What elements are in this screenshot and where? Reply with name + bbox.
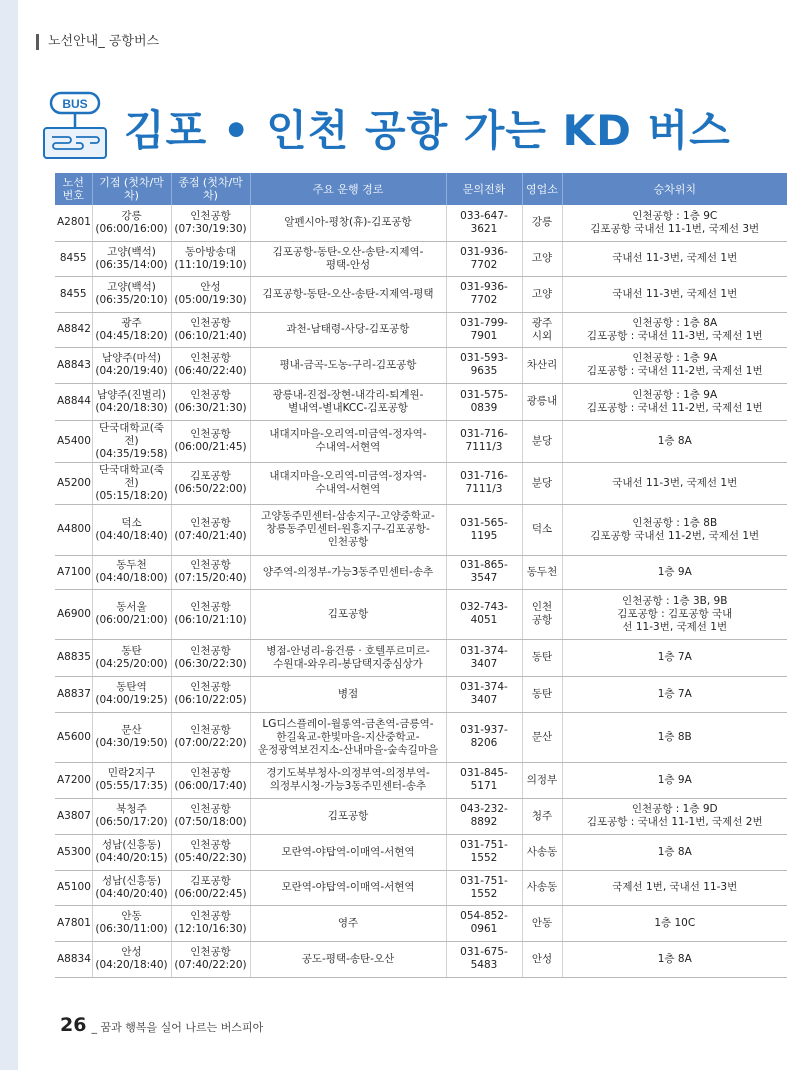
boarding-location: 1층 10C (562, 905, 787, 941)
destination: 김포공항 (06:00/22:45) (171, 870, 250, 905)
boarding-location: 인천공항 : 1층 9C 김포공항 국내선 11-1번, 국제선 3번 (562, 205, 787, 241)
page-number: 26 (60, 1014, 87, 1036)
main-route: 병점 (250, 676, 446, 712)
office: 덕소 (522, 504, 562, 555)
phone: 033-647-3621 (446, 205, 522, 241)
route-no: A5300 (55, 834, 92, 870)
header-origin: 기점 (첫차/막차) (92, 173, 171, 205)
route-no: A8835 (55, 639, 92, 676)
phone: 031-716-7111/3 (446, 462, 522, 504)
route-no: A5600 (55, 712, 92, 762)
main-route: 평내-금곡-도농-구리-김포공항 (250, 347, 446, 383)
table-row (55, 462, 787, 504)
boarding-location: 1층 8B (562, 712, 787, 762)
main-route: 김포공항 (250, 798, 446, 834)
origin: 동탄역 (04:00/19:25) (92, 676, 171, 712)
phone: 031-845-5171 (446, 762, 522, 798)
main-route: LG디스플레이-월롱역-금촌역-금릉역- 한길육교-한빛마을-지산중학교- 운정광역보건지소-산내마을-숲속길마을 (250, 712, 446, 762)
route-no: A8844 (55, 383, 92, 420)
route-no: 8455 (55, 241, 92, 276)
origin: 동두천 (04:40/18:00) (92, 555, 171, 589)
table-row (55, 312, 787, 347)
office: 사송동 (522, 834, 562, 870)
destination: 인천공항 (12:10/16:30) (171, 905, 250, 941)
origin: 동서울 (06:00/21:00) (92, 589, 171, 639)
table-row (55, 712, 787, 762)
destination: 인천공항 (07:00/22:20) (171, 712, 250, 762)
destination: 인천공항 (07:30/19:30) (171, 205, 250, 241)
office: 분당 (522, 420, 562, 462)
route-no: A8842 (55, 312, 92, 347)
boarding-location: 인천공항 : 1층 8B 김포공항 국내선 11-2번, 국제선 1번 (562, 504, 787, 555)
origin: 광주 (04:45/18:20) (92, 312, 171, 347)
phone: 031-675-5483 (446, 941, 522, 977)
table-row (55, 798, 787, 834)
office: 청주 (522, 798, 562, 834)
table-row (55, 504, 787, 555)
boarding-location: 인천공항 : 1층 9A 김포공항 : 국내선 11-2번, 국제선 1번 (562, 383, 787, 420)
office: 강릉 (522, 205, 562, 241)
destination: 인천공항 (06:00/17:40) (171, 762, 250, 798)
page-footer (60, 1014, 263, 1036)
route-no: A5400 (55, 420, 92, 462)
footer-slogan: _ 꿈과 행복을 실어 나르는 버스피아 (91, 1021, 264, 1034)
boarding-location: 1층 7A (562, 639, 787, 676)
main-route: 내대지마을-오리역-미금역-정자역- 수내역-서현역 (250, 462, 446, 504)
table-row (55, 639, 787, 676)
destination: 인천공항 (07:40/21:40) (171, 504, 250, 555)
route-no: A5200 (55, 462, 92, 504)
phone: 031-565-1195 (446, 504, 522, 555)
origin: 남양주(마석) (04:20/19:40) (92, 347, 171, 383)
table-row (55, 905, 787, 941)
phone: 031-374-3407 (446, 639, 522, 676)
header-destination: 종점 (첫차/막차) (171, 173, 250, 205)
boarding-location: 1층 7A (562, 676, 787, 712)
main-route: 공도-평택-송탄-오산 (250, 941, 446, 977)
table-row (55, 241, 787, 276)
boarding-location: 국내선 11-3번, 국제선 1번 (562, 276, 787, 312)
origin: 민락2지구 (05:55/17:35) (92, 762, 171, 798)
origin: 덕소 (04:40/18:40) (92, 504, 171, 555)
office: 사송동 (522, 870, 562, 905)
main-route: 모란역-야탑역-이매역-서현역 (250, 870, 446, 905)
table-row (55, 383, 787, 420)
route-no: A7200 (55, 762, 92, 798)
route-no: A8843 (55, 347, 92, 383)
route-no: 8455 (55, 276, 92, 312)
boarding-location: 인천공항 : 1층 8A 김포공항 : 국내선 11-3번, 국제선 1번 (562, 312, 787, 347)
office: 안성 (522, 941, 562, 977)
table-header-row (55, 173, 787, 205)
origin: 동탄 (04:25/20:00) (92, 639, 171, 676)
table-row (55, 676, 787, 712)
phone: 031-751-1552 (446, 870, 522, 905)
boarding-location: 국내선 11-3번, 국제선 1번 (562, 241, 787, 276)
boarding-location: 인천공항 : 1층 9A 김포공항 : 국내선 11-2번, 국제선 1번 (562, 347, 787, 383)
table-row (55, 555, 787, 589)
main-route: 고양동주민센터-삼송지구-고양중학교- 창릉동주민센터-원흥지구-김포공항- 인천공항 (250, 504, 446, 555)
origin: 고양(백석) (06:35/14:00) (92, 241, 171, 276)
header-main-route: 주요 운행 경로 (250, 173, 446, 205)
office: 안동 (522, 905, 562, 941)
phone: 031-799-7901 (446, 312, 522, 347)
route-no: A8837 (55, 676, 92, 712)
origin: 안성 (04:20/18:40) (92, 941, 171, 977)
main-route: 김포공항-동탄-오산-송탄-지제역-평택 (250, 276, 446, 312)
boarding-location: 인천공항 : 1층 3B, 9B 김포공항 : 김포공항 국내 선 11-3번, 국제선 1번 (562, 589, 787, 639)
table-row (55, 276, 787, 312)
boarding-location: 1층 8A (562, 941, 787, 977)
header-boarding-location: 승차위치 (562, 173, 787, 205)
origin: 성남(신흥동) (04:40/20:15) (92, 834, 171, 870)
route-no: A7801 (55, 905, 92, 941)
office: 의정부 (522, 762, 562, 798)
destination: 동아방송대 (11:10/19:10) (171, 241, 250, 276)
table-row (55, 205, 787, 241)
boarding-location: 1층 9A (562, 555, 787, 589)
origin: 문산 (04:30/19:50) (92, 712, 171, 762)
destination: 인천공항 (07:40/22:20) (171, 941, 250, 977)
header-route-no: 노선 번호 (55, 173, 92, 205)
table-row (55, 589, 787, 639)
office: 동탄 (522, 639, 562, 676)
destination: 인천공항 (06:30/21:30) (171, 383, 250, 420)
phone: 031-936-7702 (446, 276, 522, 312)
boarding-location: 인천공항 : 1층 9D 김포공항 : 국내선 11-1번, 국제선 2번 (562, 798, 787, 834)
boarding-location: 국내선 11-3번, 국제선 1번 (562, 462, 787, 504)
main-route: 병점-안녕리-융건릉 · 호텔푸르미르- 수원대-와우리-봉담택지중심상가 (250, 639, 446, 676)
bus-route-table (55, 173, 787, 978)
phone: 031-575-0839 (446, 383, 522, 420)
table-row (55, 834, 787, 870)
table-row (55, 347, 787, 383)
office: 고양 (522, 241, 562, 276)
destination: 인천공항 (06:40/22:40) (171, 347, 250, 383)
boarding-location: 1층 8A (562, 834, 787, 870)
origin: 단국대학교(죽전) (04:35/19:58) (92, 420, 171, 462)
header-phone: 문의전화 (446, 173, 522, 205)
phone: 031-593-9635 (446, 347, 522, 383)
main-route: 양주역-의정부-가능3동주민센터-송추 (250, 555, 446, 589)
phone: 031-716-7111/3 (446, 420, 522, 462)
destination: 인천공항 (06:10/21:10) (171, 589, 250, 639)
destination: 인천공항 (06:10/21:40) (171, 312, 250, 347)
breadcrumb: 노선안내_ 공항버스 (36, 34, 159, 50)
main-route: 김포공항-동탄-오산-송탄-지제역- 평택-안성 (250, 241, 446, 276)
office: 문산 (522, 712, 562, 762)
main-route: 알펜시아-평창(휴)-김포공항 (250, 205, 446, 241)
office: 차산리 (522, 347, 562, 383)
office: 인천 공항 (522, 589, 562, 639)
bus-icon-label: BUS (62, 97, 88, 111)
destination: 인천공항 (07:50/18:00) (171, 798, 250, 834)
route-no: A7100 (55, 555, 92, 589)
destination: 인천공항 (06:10/22:05) (171, 676, 250, 712)
page-title: 김포 • 인천 공항 가는 KD 버스 (124, 106, 731, 155)
origin: 단국대학교(죽전) (05:15/18:20) (92, 462, 171, 504)
phone: 031-936-7702 (446, 241, 522, 276)
main-route: 김포공항 (250, 589, 446, 639)
phone: 031-865-3547 (446, 555, 522, 589)
phone: 031-374-3407 (446, 676, 522, 712)
table-row (55, 762, 787, 798)
boarding-location: 국제선 1번, 국내선 11-3번 (562, 870, 787, 905)
bus-stop-icon (38, 90, 124, 162)
destination: 인천공항 (07:15/20:40) (171, 555, 250, 589)
header-office: 영업소 (522, 173, 562, 205)
main-route: 과천-남태령-사당-김포공항 (250, 312, 446, 347)
route-no: A2801 (55, 205, 92, 241)
office: 분당 (522, 462, 562, 504)
main-route: 경기도북부청사-의정부역-의정부역- 의정부시청-가능3동주민센터-송추 (250, 762, 446, 798)
table-row (55, 420, 787, 462)
office: 동탄 (522, 676, 562, 712)
main-route: 영주 (250, 905, 446, 941)
office: 고양 (522, 276, 562, 312)
phone: 032-743-4051 (446, 589, 522, 639)
main-route: 모란역-야탑역-이매역-서현역 (250, 834, 446, 870)
office: 광릉내 (522, 383, 562, 420)
route-no: A6900 (55, 589, 92, 639)
office: 광주 시외 (522, 312, 562, 347)
destination: 인천공항 (05:40/22:30) (171, 834, 250, 870)
destination: 안성 (05:00/19:30) (171, 276, 250, 312)
boarding-location: 1층 8A (562, 420, 787, 462)
origin: 안동 (06:30/11:00) (92, 905, 171, 941)
route-no: A5100 (55, 870, 92, 905)
main-route: 광릉내-진접-장현-내각리-퇴계원- 별내역-별내KCC-김포공항 (250, 383, 446, 420)
destination: 인천공항 (06:30/22:30) (171, 639, 250, 676)
destination: 인천공항 (06:00/21:45) (171, 420, 250, 462)
table-row (55, 941, 787, 977)
destination: 김포공항 (06:50/22:00) (171, 462, 250, 504)
main-route: 내대지마을-오리역-미금역-정자역- 수내역-서현역 (250, 420, 446, 462)
phone: 031-937-8206 (446, 712, 522, 762)
phone: 043-232-8892 (446, 798, 522, 834)
office: 동두천 (522, 555, 562, 589)
route-no: A8834 (55, 941, 92, 977)
boarding-location: 1층 9A (562, 762, 787, 798)
origin: 강릉 (06:00/16:00) (92, 205, 171, 241)
table-row (55, 870, 787, 905)
origin: 고양(백석) (06:35/20:10) (92, 276, 171, 312)
phone: 031-751-1552 (446, 834, 522, 870)
phone: 054-852-0961 (446, 905, 522, 941)
route-no: A4800 (55, 504, 92, 555)
origin: 성남(신흥동) (04:40/20:40) (92, 870, 171, 905)
origin: 북청주 (06:50/17:20) (92, 798, 171, 834)
route-no: A3807 (55, 798, 92, 834)
origin: 남양주(진벌리) (04:20/18:30) (92, 383, 171, 420)
